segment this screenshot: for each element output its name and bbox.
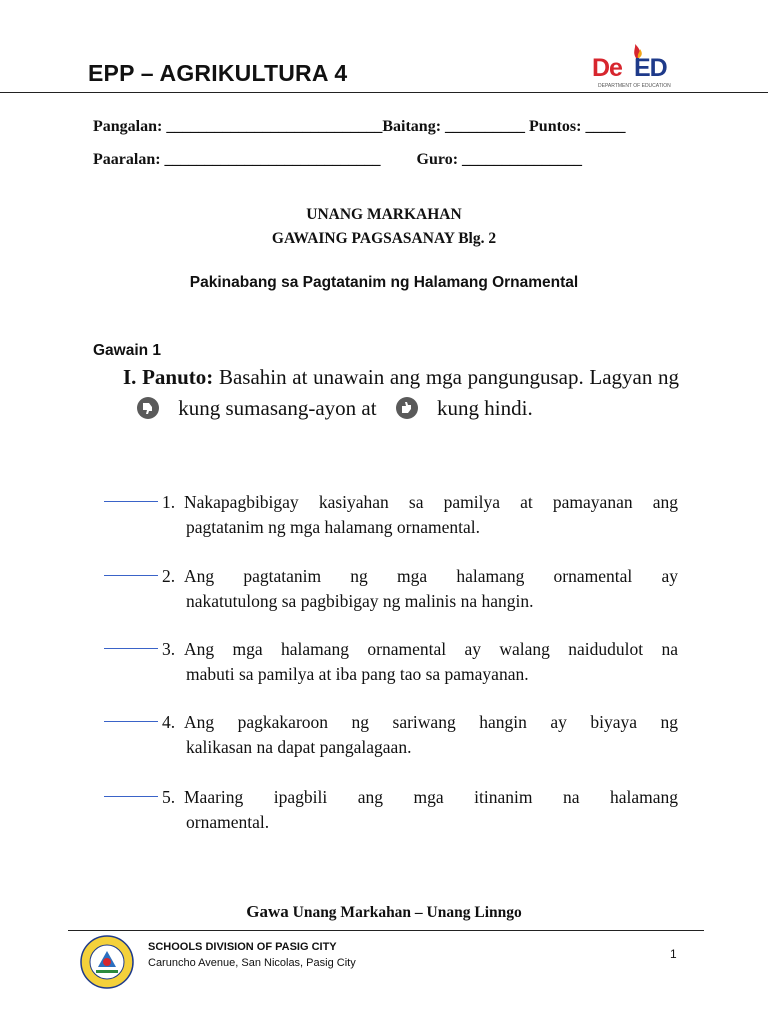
instructions xyxy=(123,362,679,424)
list-item: 3. Ang mga halamang ornamental ay walang naidudulot na mabuti sa pamilya at iba pang tao sa pamayanan. xyxy=(104,637,678,687)
week-label: Gawa Unang Markahan – Unang Linngo xyxy=(246,902,522,921)
answer-blank[interactable] xyxy=(104,721,158,722)
deped-logo xyxy=(592,44,682,90)
list-item: 1. Nakapagbibigay kasiyahan sa pamilya at pamayanan ang pagtatanim ng mga halamang ornamental. xyxy=(104,490,678,540)
logo-text-part-2: ED xyxy=(633,54,667,82)
activity-label: Gawain 1 xyxy=(93,342,162,359)
list-item: 2. Ang pagtatanim ng mga halamang ornamental ay nakatutulong sa pagbibigay ng malinis na hangin. xyxy=(104,564,678,614)
answer-blank[interactable] xyxy=(104,796,158,797)
name-grade-score-line: Pangalan: ___________________________Baitang: __________ Puntos: _____ xyxy=(93,118,626,135)
quarter-heading: UNANG MARKAHAN xyxy=(306,206,462,223)
instructions-text-3: kung hindi. xyxy=(437,396,533,420)
answer-blank[interactable] xyxy=(104,501,158,502)
school-teacher-line: Paaralan: ___________________________ Guro: _______________ xyxy=(93,151,583,168)
logo-text-part-1: De xyxy=(592,54,622,82)
logo-subtext: DEPARTMENT OF EDUCATION xyxy=(598,83,671,89)
thumbs-down-icon xyxy=(137,397,159,419)
division-seal-icon xyxy=(80,935,134,989)
answer-blank[interactable] xyxy=(104,575,158,576)
instructions-text-1: Basahin at unawain ang mga pangungusap. Lagyan ng xyxy=(218,365,680,389)
page-number: 1 xyxy=(670,947,677,961)
answer-blank[interactable] xyxy=(104,648,158,649)
school-division-name: SCHOOLS DIVISION OF PASIG CITY xyxy=(148,941,337,953)
lesson-subtitle: Pakinabang sa Pagtatanim ng Halamang Ornamental xyxy=(189,274,579,291)
school-address: Caruncho Avenue, San Nicolas, Pasig City xyxy=(148,957,356,969)
page-title: EPP – AGRIKULTURA 4 xyxy=(88,60,348,86)
instructions-text-2: kung sumasang-ayon at xyxy=(178,396,377,420)
list-item: 5. Maaring ipagbili ang mga itinanim na halamang ornamental. xyxy=(104,785,678,835)
thumbs-up-icon xyxy=(396,397,418,419)
activity-heading: GAWAING PAGSASANAY Blg. 2 xyxy=(271,230,497,247)
list-item: 4. Ang pagkakaroon ng sariwang hangin ay biyaya ng kalikasan na dapat pangalagaan. xyxy=(104,710,678,760)
instructions-label: I. Panuto: xyxy=(123,365,214,389)
header-divider xyxy=(0,92,768,93)
footer-divider xyxy=(68,930,704,931)
